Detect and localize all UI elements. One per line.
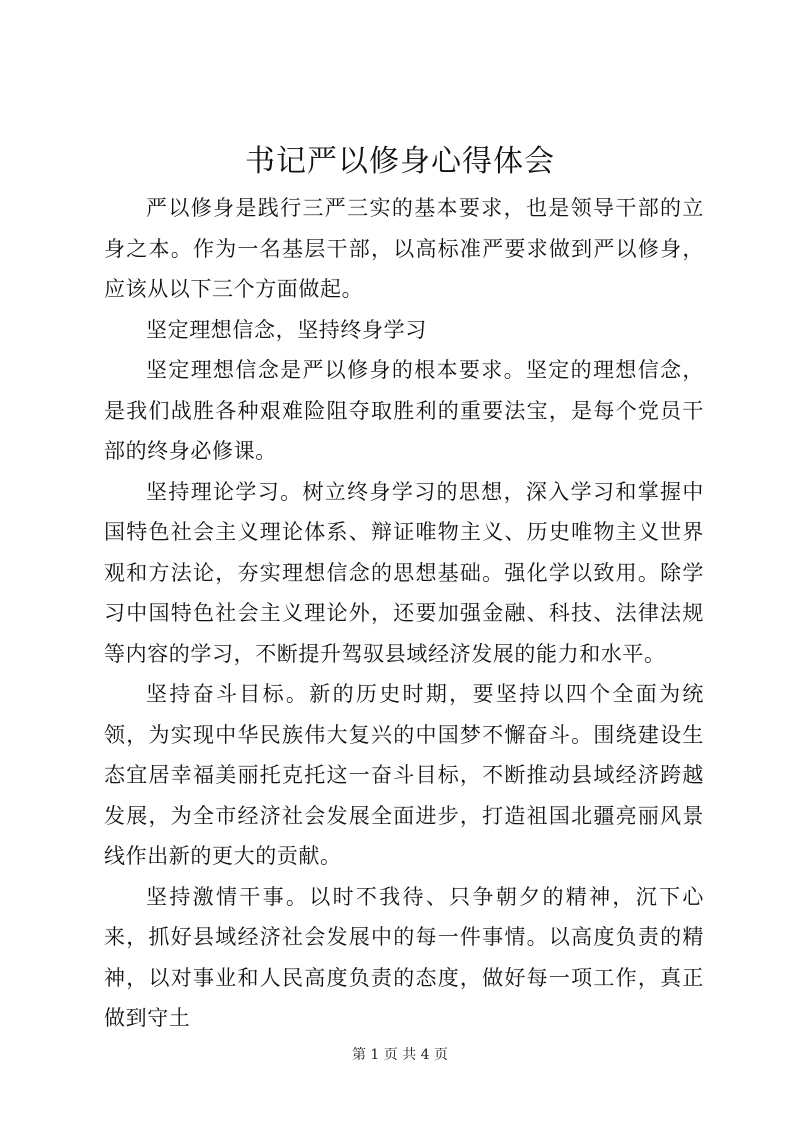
- paragraph-belief: 坚定理想信念是严以修身的根本要求。坚定的理想信念，是我们战胜各种艰难险阻夺取胜利的重要法宝，是每个党员干部的终身必修课。: [104, 358, 704, 463]
- document-body: [104, 188, 704, 1039]
- section-heading: 坚定理想信念，坚持终身学习: [146, 317, 427, 342]
- document-title: 书记严以修身心得体会: [245, 144, 555, 179]
- paragraph-intro: 严以修身是践行三严三实的基本要求，也是领导干部的立身之本。作为一名基层干部，以高标准严要求做到严以修身，应该从以下三个方面做起。: [104, 196, 704, 301]
- paragraph-passion: 坚持激情干事。以时不我待、只争朝夕的精神，沉下心来，抓好县域经济社会发展中的每一件事情。以高度负责的精神，以对事业和人民高度负责的态度，做好每一项工作，真正做到守土: [104, 884, 704, 1030]
- paragraph-goal: 坚持奋斗目标。新的历史时期，要坚持以四个全面为统领，为实现中华民族伟大复兴的中国梦不懈奋斗。围绕建设生态宜居幸福美丽托克托这一奋斗目标，不断推动县域经济跨越发展，为全市经济社会发展全面进步，打造祖国北疆亮丽风景线作出新的更大的贡献。: [104, 682, 704, 868]
- page-number-footer: 第 1 页 共 4 页: [351, 1047, 449, 1063]
- paragraph-theory-study: 坚持理论学习。树立终身学习的思想，深入学习和掌握中国特色社会主义理论体系、辩证唯物主义、历史唯物主义世界观和方法论，夯实理想信念的思想基础。强化学以致用。除学习中国特色社会主义理论外，还要加强金融、科技、法律法规等内容的学习，不断提升驾驭县域经济发展的能力和水平。: [104, 479, 704, 666]
